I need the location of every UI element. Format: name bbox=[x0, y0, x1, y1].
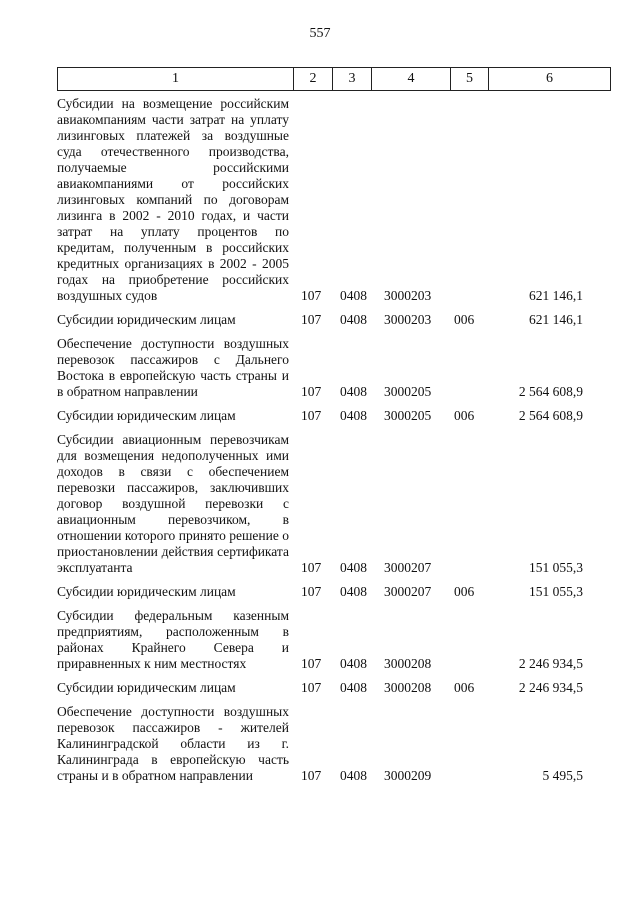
column-header-table bbox=[57, 67, 611, 91]
row-target-code: 3000203 bbox=[384, 288, 432, 303]
column-header-6: 6 bbox=[489, 68, 611, 91]
row-expense-type: 006 bbox=[454, 584, 475, 599]
table-row bbox=[57, 408, 610, 424]
column-header-4: 4 bbox=[372, 68, 451, 91]
row-chapter-code: 107 bbox=[301, 288, 322, 303]
column-header-row bbox=[58, 68, 611, 91]
row-chapter-code: 107 bbox=[301, 768, 322, 783]
row-amount: 621 146,1 bbox=[529, 312, 583, 327]
row-target-code: 3000208 bbox=[384, 656, 432, 671]
table-row bbox=[57, 336, 610, 400]
row-description: Обеспечение доступности воздушных перевозок пассажиров с Дальнего Востока в европейскую часть страны и в обратном направлении bbox=[57, 336, 289, 399]
row-amount: 2 564 608,9 bbox=[518, 384, 583, 399]
row-description: Обеспечение доступности воздушных перевозок пассажиров - жителей Калининградской области из г. Калининграда в европейскую часть страны и в обратном направлении bbox=[57, 704, 289, 783]
row-section-code: 0408 bbox=[340, 288, 367, 303]
row-section-code: 0408 bbox=[340, 384, 367, 399]
row-description: Субсидии юридическим лицам bbox=[57, 408, 236, 423]
table-row bbox=[57, 584, 610, 600]
row-description: Субсидии авиационным перевозчикам для возмещения недополученных ими доходов в связи с обеспечением перевозки пассажиров, заключивших договор воздушной перевозки с авиационным перевозчиком, в отношении которого принято решение о приостановлении действия сертификата эксплуатанта bbox=[57, 432, 289, 575]
row-section-code: 0408 bbox=[340, 560, 367, 575]
row-chapter-code: 107 bbox=[301, 656, 322, 671]
row-amount: 151 055,3 bbox=[529, 584, 583, 599]
page-number: 557 bbox=[309, 26, 331, 41]
row-expense-type: 006 bbox=[454, 312, 475, 327]
row-amount: 5 495,5 bbox=[542, 768, 583, 783]
row-description: Субсидии юридическим лицам bbox=[57, 312, 236, 327]
table-row bbox=[57, 704, 610, 784]
row-chapter-code: 107 bbox=[301, 560, 322, 575]
table-row bbox=[57, 312, 610, 328]
column-header-1: 1 bbox=[58, 68, 294, 91]
column-header-5: 5 bbox=[451, 68, 489, 91]
row-section-code: 0408 bbox=[340, 312, 367, 327]
row-chapter-code: 107 bbox=[301, 384, 322, 399]
row-target-code: 3000208 bbox=[384, 680, 432, 695]
row-section-code: 0408 bbox=[340, 768, 367, 783]
row-description: Субсидии федеральным казенным предприятиям, расположенным в районах Крайнего Севера и приравненных к ним местностях bbox=[57, 608, 289, 671]
row-chapter-code: 107 bbox=[301, 312, 322, 327]
row-target-code: 3000205 bbox=[384, 408, 432, 423]
row-target-code: 3000207 bbox=[384, 584, 432, 599]
row-target-code: 3000203 bbox=[384, 312, 432, 327]
row-section-code: 0408 bbox=[340, 584, 367, 599]
row-description: Субсидии на возмещение российским авиакомпаниям части затрат на уплату лизинговых платежей за воздушные суда отечественного производства, получаемые российскими авиакомпаниями от российских лизинговых компаний по договорам лизинга в 2002 - 2010 годах, и части затрат на уплату процентов по кредитам, полученным в российских кредитных организациях в 2002 - 2005 годах на приобретение российских воздушных судов bbox=[57, 96, 289, 303]
table-row bbox=[57, 432, 610, 576]
row-amount: 2 246 934,5 bbox=[518, 656, 583, 671]
row-section-code: 0408 bbox=[340, 656, 367, 671]
row-amount: 151 055,3 bbox=[529, 560, 583, 575]
row-chapter-code: 107 bbox=[301, 680, 322, 695]
row-description: Субсидии юридическим лицам bbox=[57, 584, 236, 599]
table-row bbox=[57, 96, 610, 304]
column-header-3: 3 bbox=[333, 68, 372, 91]
row-target-code: 3000209 bbox=[384, 768, 432, 783]
row-expense-type: 006 bbox=[454, 680, 475, 695]
table-row bbox=[57, 680, 610, 696]
row-target-code: 3000205 bbox=[384, 384, 432, 399]
row-target-code: 3000207 bbox=[384, 560, 432, 575]
table-row bbox=[57, 608, 610, 672]
row-section-code: 0408 bbox=[340, 408, 367, 423]
row-chapter-code: 107 bbox=[301, 408, 322, 423]
table-body bbox=[57, 96, 610, 792]
row-amount: 621 146,1 bbox=[529, 288, 583, 303]
row-expense-type: 006 bbox=[454, 408, 475, 423]
row-description: Субсидии юридическим лицам bbox=[57, 680, 236, 695]
row-amount: 2 564 608,9 bbox=[518, 408, 583, 423]
row-amount: 2 246 934,5 bbox=[518, 680, 583, 695]
row-section-code: 0408 bbox=[340, 680, 367, 695]
column-header-2: 2 bbox=[294, 68, 333, 91]
row-chapter-code: 107 bbox=[301, 584, 322, 599]
